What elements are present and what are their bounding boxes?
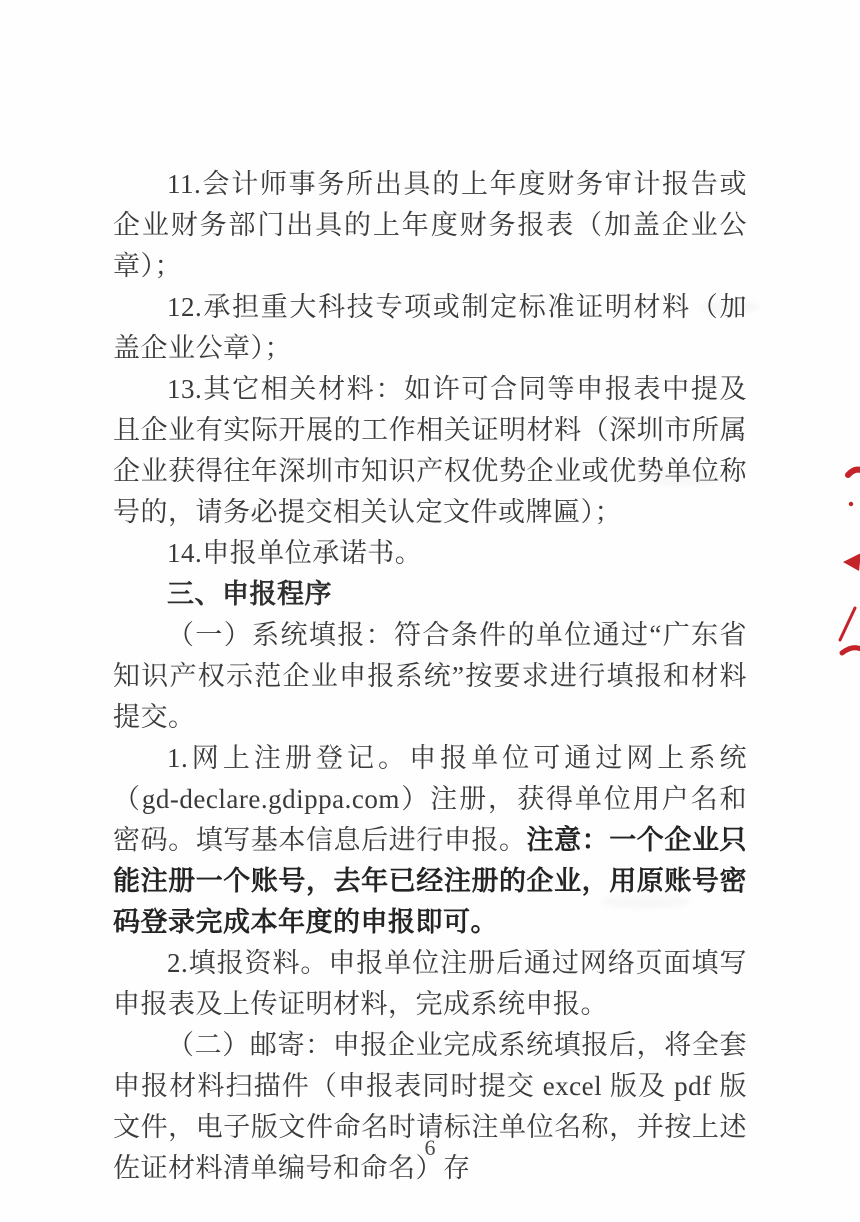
- paragraph-system-filing: （一）系统填报：符合条件的单位通过“广东省知识产权示范企业申报系统”按要求进行填报和材料提交。: [113, 620, 747, 732]
- paragraph-online-registration-text: 1.网上注册登记。申报单位可通过网上系统（gd-declare.gdippa.com）注册，获得单位用户名和密码。填写基本信息后进行申报。: [113, 743, 747, 855]
- red-ink-marks: [838, 460, 860, 665]
- paragraph-mailing: （二）邮寄：申报企业完成系统填报后，将全套申报材料扫描件（申报表同时提交 excel 版及 pdf 版文件，电子版文件命名时请标注单位名称，并按上述佐证材料清单编号和命名）存: [113, 1030, 747, 1183]
- paragraph-online-registration: [113, 738, 747, 943]
- registration-warning-note: 注意：一个企业只能注册一个账号，去年已经注册的企业，用原账号密码登录完成本年度的申报即可。: [113, 825, 748, 937]
- paragraph-item-13: 13.其它相关材料：如许可合同等申报表中提及且企业有实际开展的工作相关证明材料（深圳市所属企业获得往年深圳市知识产权优势企业或优势单位称号的，请务必提交相关认定文件或牌匾）；: [113, 374, 747, 527]
- page-number: 6: [424, 1135, 436, 1160]
- paragraph-fill-materials: 2.填报资料。申报单位注册后通过网络页面填写申报表及上传证明材料，完成系统申报。: [113, 948, 747, 1019]
- document-text-block: [113, 164, 747, 1189]
- section-heading-application-procedure: 三、申报程序: [167, 579, 332, 609]
- paragraph-item-14: 14.申报单位承诺书。: [167, 538, 423, 568]
- paragraph-item-11: 11.会计师事务所出具的上年度财务审计报告或企业财务部门出具的上年度财务报表（加盖企业公章）；: [113, 169, 747, 281]
- paragraph-item-12: 12.承担重大科技专项或制定标准证明材料（加盖企业公章）；: [113, 292, 747, 363]
